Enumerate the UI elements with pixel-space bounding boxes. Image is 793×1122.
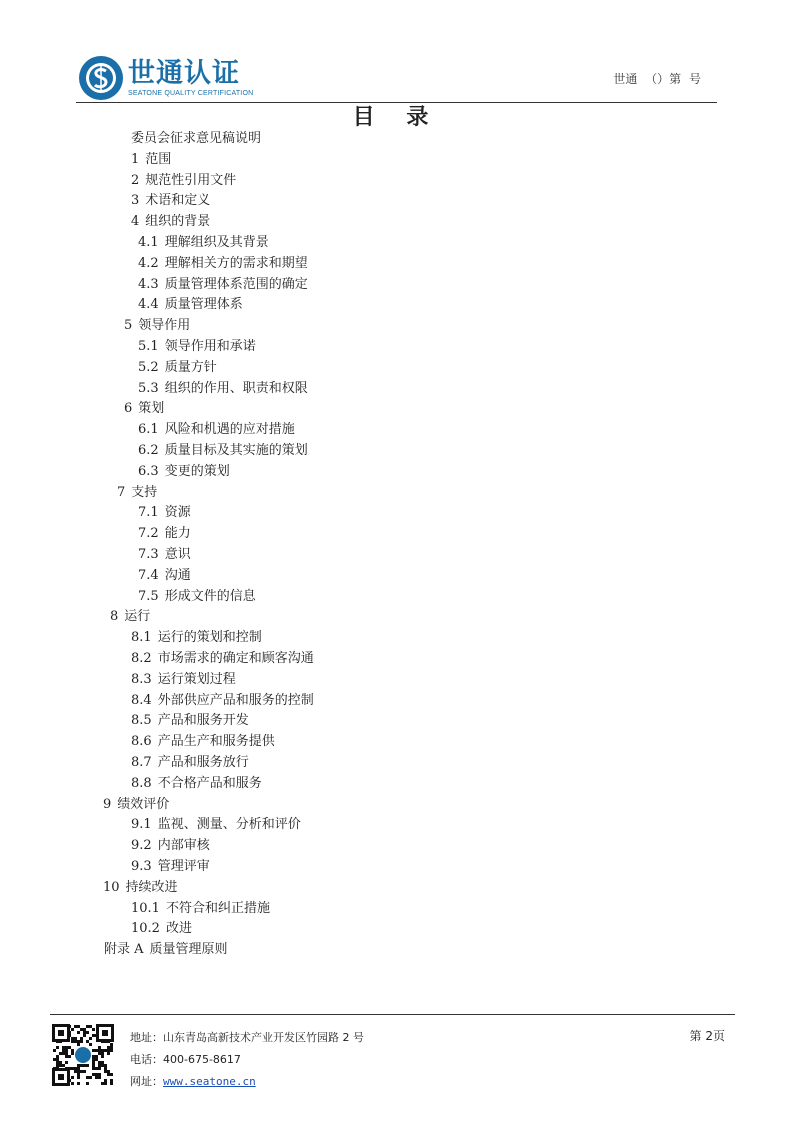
toc-item[interactable] — [138, 547, 191, 563]
toc-item-label: 沟通 — [164, 567, 191, 583]
toc-item-number: 8.3 — [131, 671, 152, 687]
toc-item-number: 7 — [117, 484, 126, 500]
toc-item-number: 4.2 — [138, 255, 159, 271]
logo-chinese-name: 世通认证 — [128, 57, 240, 89]
toc-item-label: 规范性引用文件 — [145, 172, 237, 188]
toc-item-number: 7.3 — [138, 547, 159, 562]
toc-item-number: 9.1 — [131, 817, 152, 833]
phone-text: 电话：400-675-8617 — [130, 1053, 241, 1066]
toc-item-label: 能力 — [164, 526, 191, 542]
address-text: 地址：山东青岛高新技术产业开发区竹园路 2 号 — [130, 1031, 364, 1044]
toc-item-number: 9.3 — [131, 859, 152, 874]
toc-item-number: 6.3 — [138, 463, 159, 479]
toc-item-number: 1 — [131, 151, 140, 167]
toc-item[interactable] — [138, 297, 243, 313]
toc-item-number: 5.2 — [138, 359, 159, 375]
toc-item[interactable] — [131, 817, 301, 833]
toc-item-label: 组织的作用、职责和权限 — [164, 380, 308, 396]
toc-item-label: 运行的策划和控制 — [157, 630, 262, 646]
toc-item-label: 外部供应产品和服务的控制 — [157, 692, 314, 708]
toc-item-label: 监视、测量、分析和评价 — [157, 817, 301, 833]
toc-item-number: 10.1 — [131, 900, 160, 916]
seatone-logo-icon — [78, 55, 124, 101]
toc-item[interactable] — [131, 776, 262, 792]
toc-item[interactable] — [117, 485, 157, 501]
page-title: 目 录 — [352, 104, 441, 130]
toc-item[interactable] — [131, 838, 210, 854]
toc-item-label: 产品生产和服务提供 — [157, 734, 275, 750]
toc-item[interactable] — [131, 152, 171, 168]
toc-item-number: 8.6 — [131, 734, 152, 750]
toc-item[interactable] — [138, 256, 308, 272]
toc-item[interactable] — [138, 568, 191, 584]
toc-item-label: 市场需求的确定和顾客沟通 — [157, 651, 314, 666]
toc-item-label: 质量管理体系范围的确定 — [164, 276, 308, 292]
toc-item[interactable] — [103, 880, 178, 896]
toc-item-label: 资源 — [164, 505, 191, 521]
toc-item[interactable] — [131, 901, 270, 917]
toc-item-number: 10.2 — [131, 921, 160, 937]
logo-english-name: SEATONE QUALITY CERTIFICATION — [128, 89, 254, 97]
toc-item-label: 运行策划过程 — [157, 671, 236, 687]
footer-divider — [50, 1014, 735, 1015]
toc-item[interactable] — [138, 443, 308, 459]
toc-item[interactable] — [110, 609, 150, 625]
toc-item[interactable] — [103, 797, 169, 813]
toc-item[interactable] — [131, 630, 262, 646]
toc-item-number: 5.1 — [138, 339, 159, 354]
toc-item[interactable] — [124, 318, 190, 334]
toc-item-label: 质量管理原则 — [149, 942, 228, 958]
page-number: 第 2页 — [689, 1029, 725, 1043]
toc-item-label: 风险和机遇的应对措施 — [164, 422, 295, 438]
toc-item-label: 不符合和纠正措施 — [165, 900, 270, 916]
toc-item[interactable] — [138, 339, 256, 355]
toc-item[interactable] — [138, 235, 269, 251]
toc-item-number: 10 — [103, 879, 120, 895]
toc-item[interactable] — [131, 672, 236, 688]
toc-item-label: 领导作用 — [138, 318, 191, 334]
toc-item[interactable] — [131, 651, 314, 667]
toc-item-number: 8.1 — [131, 630, 152, 646]
toc-item[interactable] — [138, 464, 230, 480]
toc-item[interactable] — [131, 713, 249, 729]
toc-item-label: 绩效评价 — [117, 796, 170, 812]
toc-item[interactable] — [138, 381, 308, 397]
toc-item-number: 9.2 — [131, 838, 152, 854]
toc-item-label: 不合格产品和服务 — [157, 775, 262, 791]
toc-item-label: 内部审核 — [157, 838, 210, 854]
toc-item-number: 8.8 — [131, 775, 152, 791]
website-link[interactable]: www.seatone.cn — [163, 1075, 256, 1088]
toc-item-number: 7.1 — [138, 505, 159, 521]
toc-item[interactable] — [138, 360, 217, 376]
toc-item-label: 管理评审 — [157, 859, 210, 874]
toc-item[interactable] — [138, 526, 191, 542]
toc-item-label: 理解组织及其背景 — [164, 235, 269, 250]
toc-item-number: 9 — [103, 796, 112, 812]
toc-item-label: 产品和服务放行 — [157, 755, 249, 770]
toc-item[interactable] — [131, 693, 314, 709]
toc-item[interactable] — [131, 193, 210, 209]
toc-item-number: 5 — [124, 318, 133, 334]
toc-item-number: 3 — [131, 193, 140, 209]
logo — [78, 55, 253, 101]
toc-item-number: 8.2 — [131, 651, 152, 666]
toc-item-number: 7.5 — [138, 588, 159, 604]
toc-item-label: 组织的背景 — [145, 214, 211, 230]
toc-item-number: 8.5 — [131, 713, 152, 729]
toc-item-label: 改进 — [165, 921, 192, 937]
toc-item-number: 4 — [131, 214, 140, 230]
toc-item-label: 质量管理体系 — [164, 297, 243, 313]
toc-item-number: 4.1 — [138, 235, 159, 250]
toc-item[interactable] — [138, 422, 295, 438]
toc-item-number: 8.4 — [131, 692, 152, 708]
toc-item-number: 6 — [124, 401, 133, 417]
toc-item[interactable] — [131, 734, 275, 750]
toc-item-label: 范围 — [145, 151, 172, 167]
toc-item-label: 产品和服务开发 — [157, 713, 249, 729]
toc-item-label: 支持 — [131, 484, 158, 500]
toc-item-label: 变更的策划 — [164, 463, 230, 479]
toc-item-label: 策划 — [138, 401, 165, 417]
toc-item[interactable] — [138, 505, 191, 521]
document-code: 世通 （）第 号 — [613, 72, 701, 86]
toc-item-label: 持续改进 — [125, 879, 178, 895]
toc-item-label: 意识 — [164, 547, 191, 562]
toc-item-number: 4.4 — [138, 297, 159, 313]
toc-item-number: 4.3 — [138, 276, 159, 292]
toc-item-label: 术语和定义 — [145, 193, 211, 209]
toc-item[interactable] — [131, 755, 249, 771]
toc-item[interactable] — [131, 173, 236, 189]
toc-item-label: 理解相关方的需求和期望 — [164, 255, 308, 271]
toc-item[interactable] — [131, 214, 210, 230]
toc-item-number: 附录 A — [104, 942, 144, 958]
toc-item-label: 质量目标及其实施的策划 — [164, 443, 308, 458]
toc-item[interactable] — [131, 921, 192, 937]
toc-item[interactable] — [138, 277, 308, 293]
toc-item-number: 8 — [110, 609, 119, 625]
toc-item-label: 质量方针 — [164, 359, 217, 375]
toc-item-number: 2 — [131, 172, 140, 188]
toc-item-label: 运行 — [124, 609, 151, 625]
toc-item[interactable] — [104, 942, 228, 958]
toc-item-number: 5.3 — [138, 380, 159, 396]
toc-item-number: 7.2 — [138, 526, 159, 542]
qr-code-icon — [52, 1024, 114, 1086]
toc-item-label: 领导作用和承诺 — [164, 339, 256, 354]
toc-item-label: 委员会征求意见稿说明 — [131, 131, 262, 146]
footer-contact — [130, 1027, 364, 1093]
website-label: 网址： — [130, 1075, 163, 1088]
toc-item-label: 形成文件的信息 — [164, 588, 256, 604]
toc-item[interactable] — [131, 131, 261, 147]
toc-item[interactable] — [138, 589, 256, 605]
toc-item-number: 8.7 — [131, 755, 152, 770]
toc-item[interactable] — [124, 401, 164, 417]
toc-item[interactable] — [131, 859, 210, 875]
toc-item-number: 6.1 — [138, 422, 159, 438]
toc-item-number: 7.4 — [138, 567, 159, 583]
toc-item-number: 6.2 — [138, 443, 159, 458]
